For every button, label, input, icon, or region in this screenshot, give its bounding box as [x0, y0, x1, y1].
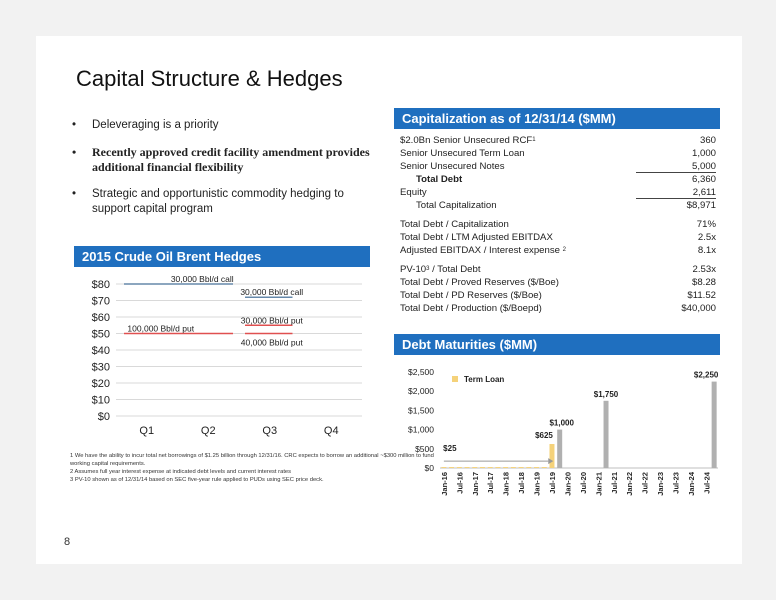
bullet-text: Deleveraging is a priority	[92, 119, 219, 131]
maturity-bar	[542, 467, 547, 468]
reserve-row	[400, 302, 716, 315]
x-tick-label: Jul-17	[486, 472, 496, 494]
page-title: Capital Structure & Hedges	[76, 66, 343, 91]
y-tick-label: $80	[91, 279, 110, 291]
y-tick-label: $30	[91, 361, 110, 374]
ratio-value: 71%	[696, 219, 716, 230]
bar-label: $625	[535, 431, 553, 440]
bullet-list	[70, 118, 370, 229]
y-tick-label: $1,000	[408, 424, 434, 435]
maturity-bar	[604, 401, 609, 468]
legend-label: Term Loan	[464, 375, 505, 384]
cap-label: Senior Unsecured Notes	[400, 161, 505, 172]
x-tick-label: Jul-24	[702, 472, 712, 494]
y-tick-label: $70	[91, 295, 110, 308]
footnote: 2 Assumes full year interest expense at indicated debt levels and current interest rates	[70, 469, 292, 475]
cap-label: Total Capitalization	[416, 200, 497, 211]
bullet-text: Strategic and opportunistic commodity hedging to support capital program	[92, 188, 344, 215]
reserve-label: PV-10	[400, 264, 427, 275]
ratio-label: Total Debt / Capitalization	[400, 219, 509, 230]
footnote-mark: 1	[532, 137, 536, 143]
reserve-value: $40,000	[681, 303, 716, 314]
maturity-bar	[503, 467, 508, 468]
bar-label: $25	[443, 444, 457, 454]
maturity-bar	[519, 467, 524, 468]
x-tick-label: Q4	[323, 425, 339, 437]
maturity-bar	[457, 467, 462, 468]
y-tick-label: $1,500	[408, 405, 434, 416]
ratio-label: Total Debt / LTM Adjusted EBITDAX	[400, 232, 553, 243]
reserve-value: $11.52	[687, 290, 716, 301]
maturity-bar	[465, 467, 470, 468]
ratio-row	[400, 244, 716, 257]
maturity-bar	[526, 467, 531, 468]
maturity-bar	[495, 467, 500, 468]
hedge-label: 100,000 Bbl/d put	[127, 323, 195, 334]
debt-chart	[394, 360, 724, 516]
cap-value: 6,360	[691, 174, 716, 185]
bullet-item	[70, 187, 370, 217]
cap-value: 2,611	[636, 186, 716, 199]
maturity-bar	[534, 467, 539, 468]
cap-label: Senior Unsecured Term Loan	[400, 148, 525, 159]
cap-row	[400, 160, 716, 173]
x-tick-label: Jan-18	[501, 472, 511, 496]
x-tick-label: Jan-20	[563, 472, 573, 496]
ratio-value: 8.1x	[697, 245, 716, 256]
x-tick-label: Jan-17	[470, 472, 480, 496]
hedge-label: 40,000 Bbl/d put	[240, 337, 303, 348]
hedges-header: 2015 Crude Oil Brent Hedges	[74, 246, 370, 267]
y-tick-label: $20	[91, 378, 110, 390]
hedge-label: 30,000 Bbl/d call	[240, 287, 304, 298]
bar-label: $2,250	[693, 370, 719, 380]
reserve-row	[400, 276, 716, 289]
ratio-value: 2.5x	[697, 232, 716, 243]
bar-label: $1,000	[549, 418, 574, 428]
ratio-row	[400, 231, 716, 244]
hedge-label: 30,000 Bbl/d call	[170, 276, 234, 284]
x-tick-label: Jul-20	[578, 472, 588, 494]
bar-label: $1,750	[593, 389, 619, 399]
y-tick-label: $40	[91, 345, 110, 357]
capitalization-header: Capitalization as of 12/31/14 ($MM)	[394, 108, 720, 129]
ratio-row	[400, 218, 716, 231]
maturity-bar	[712, 382, 717, 468]
page-number: 8	[64, 536, 71, 548]
footnotes	[70, 452, 450, 484]
cap-label: $2.0Bn Senior Unsecured RCF	[400, 135, 533, 146]
hedge-chart	[72, 276, 372, 446]
x-tick-label: Q1	[139, 425, 155, 437]
capitalization-table	[400, 134, 716, 315]
maturity-bar	[480, 467, 485, 468]
reserve-row	[400, 263, 716, 276]
footnote-mark: 2	[562, 247, 566, 253]
cap-value: 1,000	[691, 148, 716, 159]
x-tick-label: Jan-21	[594, 472, 604, 496]
y-tick-label: $10	[91, 394, 110, 407]
bullet-dot: •	[72, 188, 77, 200]
x-tick-label: Jan-24	[686, 472, 696, 496]
x-tick-label: Jul-22	[640, 472, 650, 494]
y-tick-label: $2,500	[408, 367, 434, 377]
cap-row-total-debt	[400, 173, 716, 186]
cap-row	[400, 134, 716, 147]
reserve-label: Total Debt / Production ($/Boepd)	[400, 303, 542, 314]
cap-row	[400, 186, 716, 199]
y-tick-label: $0	[424, 463, 434, 473]
cap-label: Equity	[400, 187, 427, 198]
hedge-label: 30,000 Bbl/d put	[240, 315, 303, 326]
maturity-bar	[488, 467, 493, 468]
y-tick-label: $2,000	[408, 386, 434, 397]
cap-row-total-cap	[400, 199, 716, 212]
reserve-row	[400, 289, 716, 302]
debt-header: Debt Maturities ($MM)	[394, 334, 720, 355]
reserve-label-suffix: / Total Debt	[429, 264, 481, 275]
x-tick-label: Jul-23	[671, 472, 681, 494]
reserve-value: 2.53x	[692, 264, 716, 275]
reserve-label: Total Debt / PD Reserves ($/Boe)	[400, 290, 542, 301]
x-tick-label: Jul-21	[609, 472, 619, 494]
cap-value: 360	[699, 135, 716, 146]
maturity-bar	[557, 430, 562, 468]
x-tick-label: Jan-22	[625, 472, 635, 496]
cap-value: $8,971	[686, 200, 716, 211]
reserve-label: Total Debt / Proved Reserves ($/Boe)	[400, 277, 559, 288]
bullet-dot: •	[72, 145, 77, 159]
cap-label: Total Debt	[416, 174, 463, 185]
maturity-bar	[549, 444, 554, 468]
y-tick-label: $500	[415, 443, 434, 454]
cap-row	[400, 147, 716, 160]
x-tick-label: Jul-18	[517, 472, 527, 494]
y-tick-label: $0	[97, 411, 110, 423]
x-tick-label: Q3	[262, 425, 278, 437]
bullet-dot: •	[72, 119, 77, 131]
maturity-bar	[511, 467, 516, 468]
cap-value: 5,000	[636, 160, 716, 173]
x-tick-label: Jan-19	[532, 472, 542, 496]
y-tick-label: $50	[91, 328, 110, 341]
x-tick-label: Jul-16	[455, 472, 465, 494]
footnote-mark: 3	[426, 266, 430, 272]
bullet-text: Recently approved credit facility amendment provides additional financial flexibility	[92, 145, 370, 174]
footnote: 1 We have the ability to incur total net borrowings of $1.25 billion through 12/31/16. CRC expects to borrow an additional ~$300 million to fund working capital requirements.	[70, 453, 434, 467]
bullet-item	[70, 145, 370, 175]
footnote: 3 PV-10 shown as of 12/31/14 based on SEC five-year rule applied to PUDs using SEC price deck.	[70, 477, 324, 483]
bullet-item	[70, 118, 370, 133]
x-tick-label: Jan-16	[439, 472, 449, 496]
slide	[36, 36, 742, 564]
x-tick-label: Jul-19	[547, 472, 557, 494]
x-tick-label: Q2	[200, 425, 216, 437]
maturity-bar	[472, 467, 477, 468]
y-tick-label: $60	[91, 312, 110, 324]
ratio-label: Adjusted EBITDAX / Interest expense	[400, 245, 560, 256]
legend-swatch	[452, 376, 458, 382]
x-tick-label: Jan-23	[656, 472, 666, 496]
reserve-value: $8.28	[691, 277, 716, 288]
